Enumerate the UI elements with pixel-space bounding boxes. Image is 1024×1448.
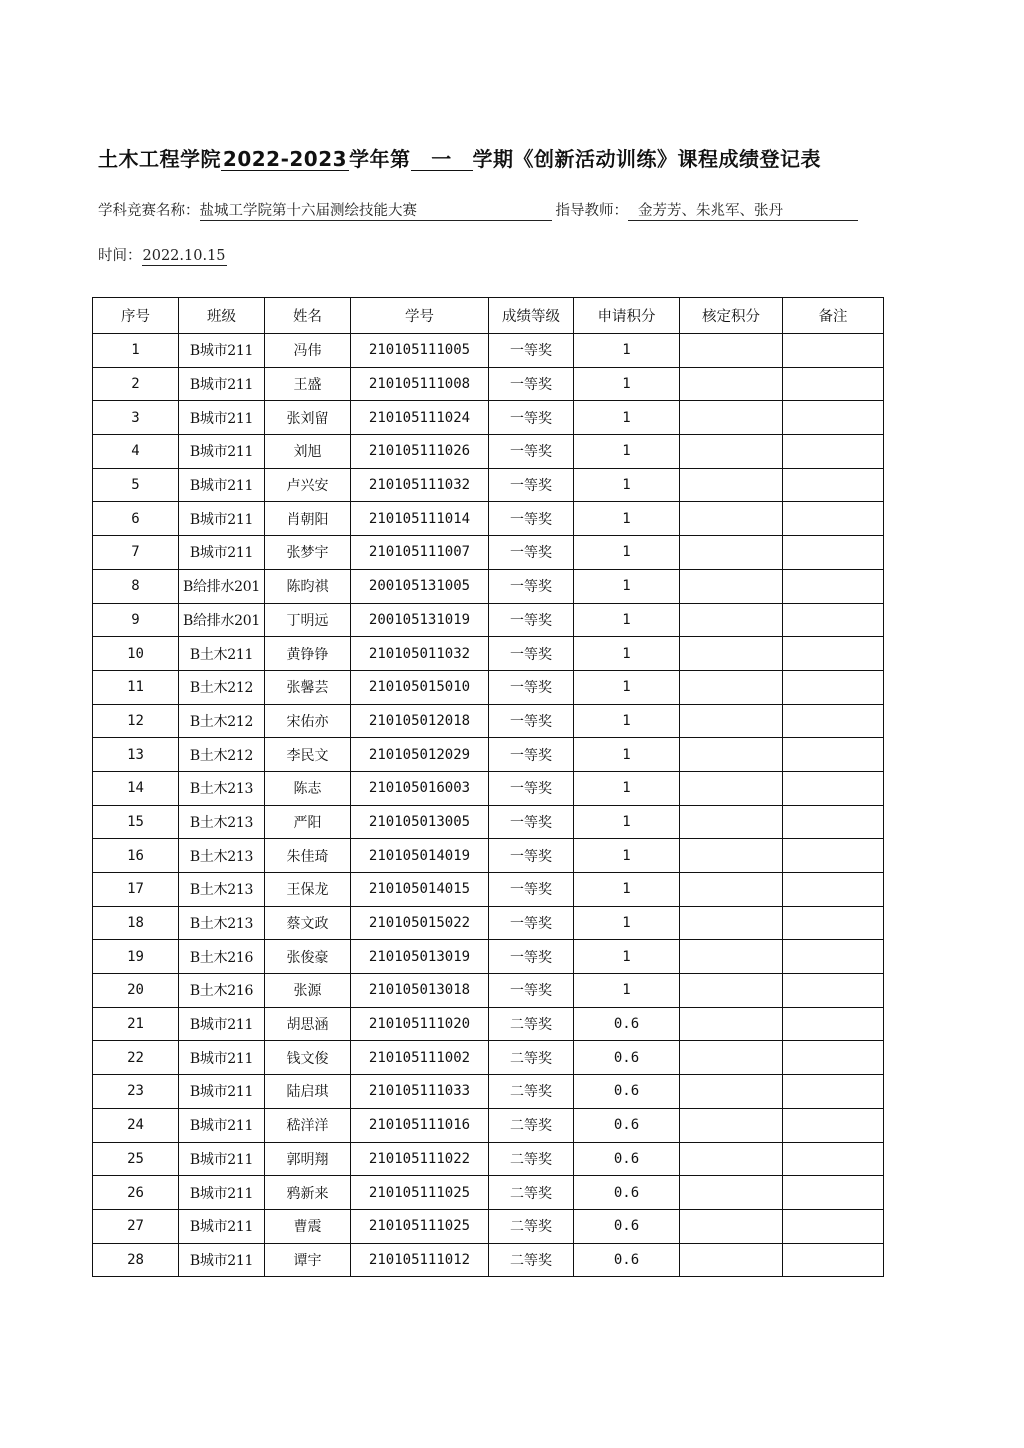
table-row [93,1176,884,1210]
cell-remarks [783,1075,884,1109]
cell-index: 1 [93,334,179,368]
cell-index: 26 [93,1176,179,1210]
cell-grade: 一等奖 [489,670,574,704]
table-row [93,435,884,469]
cell-student-id: 210105012029 [351,738,489,772]
cell-name: 宋佑亦 [265,704,351,738]
cell-grade: 一等奖 [489,334,574,368]
cell-grade: 二等奖 [489,1075,574,1109]
table-row [93,1108,884,1142]
cell-name: 刘旭 [265,435,351,469]
table-row [93,401,884,435]
cell-applied-credit: 1 [574,738,680,772]
cell-student-id: 210105111024 [351,401,489,435]
cell-approved-credit [680,1075,783,1109]
cell-grade: 一等奖 [489,805,574,839]
cell-remarks [783,940,884,974]
cell-student-id: 210105111005 [351,334,489,368]
table-row [93,1007,884,1041]
cell-applied-credit: 1 [574,367,680,401]
cell-class: B城市211 [179,1007,265,1041]
cell-class: B土木213 [179,771,265,805]
cell-index: 21 [93,1007,179,1041]
cell-remarks [783,1007,884,1041]
cell-class: B城市211 [179,536,265,570]
title-mid-1: 学年第 [349,147,411,171]
cell-name: 严阳 [265,805,351,839]
cell-grade: 一等奖 [489,873,574,907]
cell-applied-credit: 0.6 [574,1243,680,1277]
cell-grade: 一等奖 [489,435,574,469]
cell-name: 张源 [265,974,351,1008]
col-header-grade: 成绩等级 [489,298,574,334]
cell-class: B城市211 [179,1176,265,1210]
cell-index: 9 [93,603,179,637]
cell-student-id: 210105012018 [351,704,489,738]
cell-index: 6 [93,502,179,536]
cell-class: B城市211 [179,1075,265,1109]
table-body [93,334,884,1277]
cell-name: 嵇洋洋 [265,1108,351,1142]
cell-applied-credit: 0.6 [574,1041,680,1075]
cell-index: 10 [93,637,179,671]
cell-name: 曹震 [265,1209,351,1243]
table-row [93,974,884,1008]
cell-applied-credit: 1 [574,401,680,435]
cell-student-id: 210105013005 [351,805,489,839]
cell-remarks [783,805,884,839]
cell-name: 陈昀祺 [265,569,351,603]
cell-student-id: 210105011032 [351,637,489,671]
cell-class: B城市211 [179,1142,265,1176]
cell-class: B土木212 [179,670,265,704]
table-row [93,1209,884,1243]
cell-grade: 二等奖 [489,1142,574,1176]
cell-index: 3 [93,401,179,435]
cell-index: 19 [93,940,179,974]
table-row [93,771,884,805]
cell-approved-credit [680,1243,783,1277]
grade-register-table [92,297,884,1277]
cell-remarks [783,536,884,570]
cell-index: 27 [93,1209,179,1243]
cell-student-id: 210105111007 [351,536,489,570]
cell-student-id: 200105131019 [351,603,489,637]
cell-class: B土木213 [179,839,265,873]
cell-remarks [783,704,884,738]
cell-approved-credit [680,738,783,772]
table-row [93,1041,884,1075]
cell-applied-credit: 0.6 [574,1075,680,1109]
cell-applied-credit: 1 [574,468,680,502]
col-header-name: 姓名 [265,298,351,334]
cell-student-id: 210105111008 [351,367,489,401]
cell-applied-credit: 1 [574,771,680,805]
cell-index: 22 [93,1041,179,1075]
cell-remarks [783,1041,884,1075]
cell-approved-credit [680,367,783,401]
title-year: 2022-2023 [222,147,348,171]
teacher-label: 指导教师： [555,203,628,219]
col-header-approved-credit: 核定积分 [680,298,783,334]
cell-approved-credit [680,401,783,435]
table-row [93,502,884,536]
cell-index: 14 [93,771,179,805]
cell-grade: 一等奖 [489,637,574,671]
cell-applied-credit: 1 [574,873,680,907]
cell-remarks [783,1209,884,1243]
cell-student-id: 210105111025 [351,1209,489,1243]
table-row [93,637,884,671]
table-row [93,569,884,603]
col-header-index: 序号 [93,298,179,334]
cell-name: 冯伟 [265,334,351,368]
table-row [93,873,884,907]
cell-student-id: 210105014019 [351,839,489,873]
cell-grade: 一等奖 [489,974,574,1008]
cell-index: 11 [93,670,179,704]
teacher-value: 金芳芳、朱兆军、张丹 [628,202,858,221]
cell-approved-credit [680,940,783,974]
cell-student-id: 210105015022 [351,906,489,940]
col-header-class: 班级 [179,298,265,334]
cell-remarks [783,670,884,704]
cell-applied-credit: 1 [574,334,680,368]
cell-class: B城市211 [179,1041,265,1075]
cell-class: B土木216 [179,974,265,1008]
cell-student-id: 210105016003 [351,771,489,805]
cell-grade: 一等奖 [489,367,574,401]
title-school: 土木工程学院 [98,147,221,171]
cell-grade: 二等奖 [489,1007,574,1041]
cell-grade: 一等奖 [489,738,574,772]
cell-applied-credit: 0.6 [574,1209,680,1243]
cell-index: 24 [93,1108,179,1142]
cell-remarks [783,839,884,873]
date-info-line [98,244,227,266]
cell-student-id: 200105131005 [351,569,489,603]
title-mid-2: 学期《创新活动训练》课程成绩登记表 [472,147,821,171]
col-header-remarks: 备注 [783,298,884,334]
cell-grade: 一等奖 [489,704,574,738]
competition-value: 盐城工学院第十六届测绘技能大赛 [200,202,552,221]
cell-index: 5 [93,468,179,502]
cell-applied-credit: 1 [574,569,680,603]
cell-index: 23 [93,1075,179,1109]
cell-grade: 二等奖 [489,1243,574,1277]
cell-approved-credit [680,839,783,873]
cell-name: 王保龙 [265,873,351,907]
cell-remarks [783,637,884,671]
cell-remarks [783,974,884,1008]
cell-approved-credit [680,502,783,536]
cell-approved-credit [680,771,783,805]
table-row [93,334,884,368]
cell-student-id: 210105111016 [351,1108,489,1142]
cell-grade: 一等奖 [489,771,574,805]
cell-applied-credit: 1 [574,502,680,536]
table-row [93,839,884,873]
cell-student-id: 210105015010 [351,670,489,704]
cell-applied-credit: 1 [574,940,680,974]
cell-applied-credit: 1 [574,805,680,839]
cell-class: B土木213 [179,873,265,907]
cell-applied-credit: 1 [574,637,680,671]
cell-grade: 一等奖 [489,940,574,974]
cell-approved-credit [680,873,783,907]
cell-student-id: 210105014015 [351,873,489,907]
cell-grade: 一等奖 [489,569,574,603]
cell-grade: 二等奖 [489,1209,574,1243]
competition-label: 学科竞赛名称： [98,203,200,219]
cell-name: 丁明远 [265,603,351,637]
cell-grade: 一等奖 [489,839,574,873]
cell-name: 卢兴安 [265,468,351,502]
cell-approved-credit [680,435,783,469]
cell-applied-credit: 0.6 [574,1108,680,1142]
cell-grade: 一等奖 [489,906,574,940]
cell-student-id: 210105013019 [351,940,489,974]
cell-applied-credit: 0.6 [574,1142,680,1176]
date-label: 时间： [98,248,142,264]
cell-name: 鸦新来 [265,1176,351,1210]
cell-student-id: 210105111026 [351,435,489,469]
cell-student-id: 210105013018 [351,974,489,1008]
cell-class: B城市211 [179,435,265,469]
cell-name: 郭明翔 [265,1142,351,1176]
cell-approved-credit [680,906,783,940]
col-header-applied-credit: 申请积分 [574,298,680,334]
cell-approved-credit [680,670,783,704]
cell-index: 18 [93,906,179,940]
cell-name: 黄铮铮 [265,637,351,671]
col-header-student-id: 学号 [351,298,489,334]
cell-index: 25 [93,1142,179,1176]
cell-index: 4 [93,435,179,469]
cell-approved-credit [680,1209,783,1243]
cell-student-id: 210105111020 [351,1007,489,1041]
table-header-row [93,298,884,334]
cell-class: B城市211 [179,468,265,502]
table-row [93,468,884,502]
cell-class: B给排水201 [179,569,265,603]
cell-name: 王盛 [265,367,351,401]
cell-approved-credit [680,603,783,637]
cell-grade: 一等奖 [489,536,574,570]
cell-name: 蔡文政 [265,906,351,940]
cell-index: 12 [93,704,179,738]
cell-applied-credit: 1 [574,974,680,1008]
cell-index: 16 [93,839,179,873]
cell-student-id: 210105111014 [351,502,489,536]
cell-applied-credit: 1 [574,435,680,469]
cell-remarks [783,738,884,772]
title-term: 一 [411,148,473,171]
cell-approved-credit [680,1007,783,1041]
cell-name: 张馨芸 [265,670,351,704]
cell-class: B土木213 [179,906,265,940]
cell-name: 肖朝阳 [265,502,351,536]
cell-name: 张刘留 [265,401,351,435]
cell-approved-credit [680,1142,783,1176]
cell-remarks [783,1142,884,1176]
cell-class: B城市211 [179,1209,265,1243]
cell-approved-credit [680,637,783,671]
table-row [93,738,884,772]
table-row [93,670,884,704]
cell-applied-credit: 0.6 [574,1176,680,1210]
cell-name: 胡思涵 [265,1007,351,1041]
cell-index: 28 [93,1243,179,1277]
cell-student-id: 210105111012 [351,1243,489,1277]
cell-grade: 一等奖 [489,603,574,637]
table-row [93,603,884,637]
document-title [98,143,898,172]
cell-name: 陆启琪 [265,1075,351,1109]
cell-remarks [783,569,884,603]
cell-approved-credit [680,1108,783,1142]
cell-grade: 一等奖 [489,502,574,536]
cell-class: B土木216 [179,940,265,974]
cell-index: 7 [93,536,179,570]
cell-index: 2 [93,367,179,401]
cell-class: B城市211 [179,502,265,536]
competition-info-line [98,199,858,221]
cell-student-id: 210105111033 [351,1075,489,1109]
cell-approved-credit [680,1176,783,1210]
cell-student-id: 210105111025 [351,1176,489,1210]
cell-class: B土木211 [179,637,265,671]
cell-student-id: 210105111002 [351,1041,489,1075]
table-row [93,906,884,940]
cell-class: B土木213 [179,805,265,839]
cell-approved-credit [680,536,783,570]
cell-grade: 二等奖 [489,1176,574,1210]
cell-name: 钱文俊 [265,1041,351,1075]
cell-grade: 一等奖 [489,468,574,502]
cell-remarks [783,873,884,907]
cell-remarks [783,502,884,536]
cell-student-id: 210105111032 [351,468,489,502]
cell-remarks [783,906,884,940]
table-row [93,1243,884,1277]
table-row [93,940,884,974]
cell-index: 15 [93,805,179,839]
cell-approved-credit [680,1041,783,1075]
cell-name: 陈志 [265,771,351,805]
cell-class: B城市211 [179,1108,265,1142]
cell-remarks [783,401,884,435]
cell-grade: 二等奖 [489,1041,574,1075]
cell-class: B城市211 [179,1243,265,1277]
cell-index: 20 [93,974,179,1008]
cell-class: B城市211 [179,367,265,401]
cell-class: B城市211 [179,401,265,435]
cell-approved-credit [680,805,783,839]
cell-approved-credit [680,468,783,502]
cell-name: 朱佳琦 [265,839,351,873]
date-value: 2022.10.15 [142,248,226,264]
cell-applied-credit: 1 [574,839,680,873]
cell-remarks [783,435,884,469]
cell-applied-credit: 1 [574,603,680,637]
cell-student-id: 210105111022 [351,1142,489,1176]
cell-approved-credit [680,569,783,603]
cell-class: B土木212 [179,738,265,772]
cell-applied-credit: 1 [574,536,680,570]
cell-remarks [783,334,884,368]
table-row [93,1075,884,1109]
cell-class: B土木212 [179,704,265,738]
cell-remarks [783,771,884,805]
table-row [93,1142,884,1176]
cell-class: B城市211 [179,334,265,368]
cell-grade: 二等奖 [489,1108,574,1142]
cell-remarks [783,603,884,637]
cell-index: 17 [93,873,179,907]
cell-remarks [783,1108,884,1142]
cell-name: 谭宇 [265,1243,351,1277]
cell-index: 13 [93,738,179,772]
table-row [93,704,884,738]
cell-applied-credit: 1 [574,704,680,738]
cell-approved-credit [680,334,783,368]
cell-approved-credit [680,974,783,1008]
table-row [93,805,884,839]
cell-applied-credit: 1 [574,670,680,704]
cell-name: 李民文 [265,738,351,772]
cell-grade: 一等奖 [489,401,574,435]
cell-applied-credit: 0.6 [574,1007,680,1041]
cell-name: 张俊豪 [265,940,351,974]
cell-name: 张梦宇 [265,536,351,570]
table-row [93,367,884,401]
cell-remarks [783,367,884,401]
cell-class: B给排水201 [179,603,265,637]
cell-index: 8 [93,569,179,603]
cell-remarks [783,468,884,502]
table-row [93,536,884,570]
cell-approved-credit [680,704,783,738]
cell-applied-credit: 1 [574,906,680,940]
cell-remarks [783,1243,884,1277]
cell-remarks [783,1176,884,1210]
